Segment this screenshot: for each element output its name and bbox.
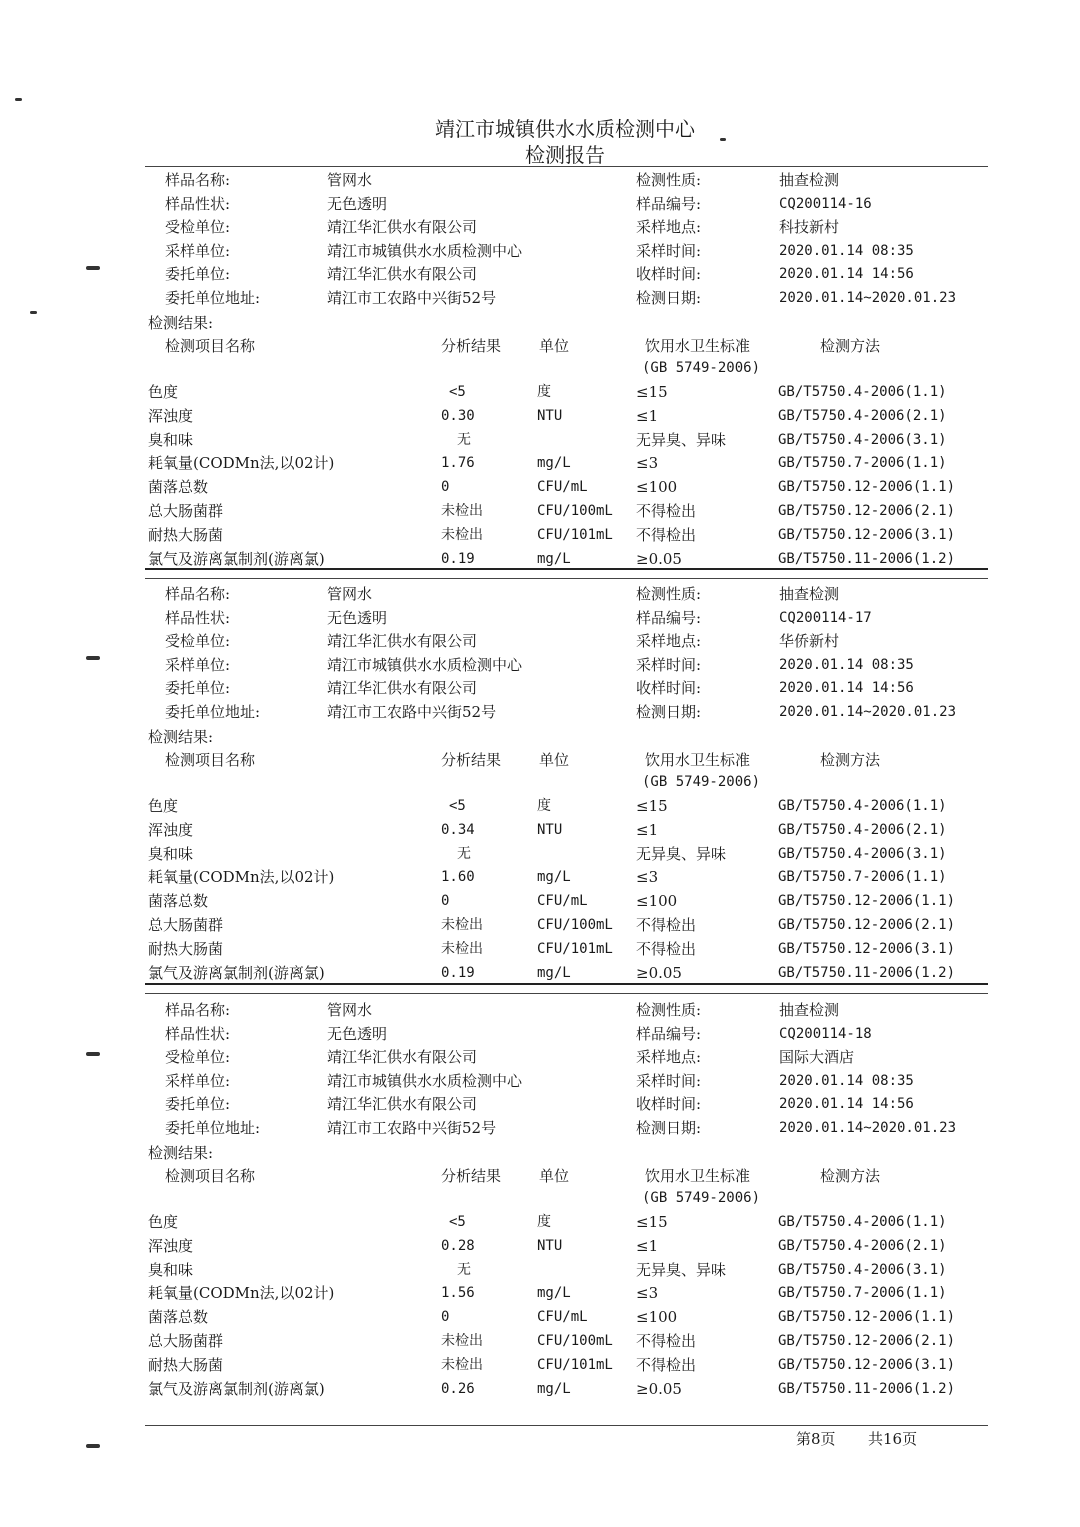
client-address-label: 委托单位地址:	[165, 1118, 261, 1137]
item-standard: ≥0.05	[636, 549, 682, 568]
item-name: 耗氧量(CODMn法,以02计)	[148, 454, 335, 473]
sample-no-label: 样品编号:	[636, 194, 702, 213]
item-name: 耐热大肠菌	[148, 939, 224, 958]
item-name: 总大肠菌群	[148, 1332, 224, 1350]
scan-speck	[86, 1052, 100, 1056]
sampling-site-value: 科技新村	[779, 218, 840, 236]
item-method: GB/T5750.4-2006(3.1)	[778, 845, 947, 862]
col-header-item: 检测项目名称	[165, 337, 256, 355]
item-unit: mg/L	[537, 869, 571, 886]
receiving-time-label: 收样时间:	[636, 1095, 702, 1113]
inspected-unit-value: 靖江华汇供水有限公司	[327, 632, 478, 650]
sampling-unit-value: 靖江市城镇供水水质检测中心	[327, 655, 523, 674]
item-method: GB/T5750.12-2006(2.1)	[778, 1333, 956, 1349]
item-standard: ≤3	[636, 454, 659, 473]
sample-name-label: 样品名称:	[165, 1001, 231, 1019]
item-name: 臭和味	[148, 430, 194, 449]
item-name: 浑浊度	[148, 406, 194, 425]
col-header-method: 检测方法	[820, 337, 881, 355]
item-method: GB/T5750.12-2006(3.1)	[778, 1356, 956, 1373]
item-unit: mg/L	[537, 1380, 571, 1397]
client-address-label: 委托单位地址:	[165, 702, 261, 721]
col-header-method: 检测方法	[820, 1167, 881, 1185]
col-header-standard-code: (GB 5749-2006)	[642, 360, 761, 376]
col-header-result: 分析结果	[441, 1167, 502, 1185]
item-standard: 无异臭、异味	[636, 430, 727, 449]
item-name: 总大肠菌群	[148, 502, 224, 520]
doc-title: 检测报告	[525, 143, 605, 167]
item-method: GB/T5750.7-2006(1.1)	[778, 455, 947, 472]
item-name: 臭和味	[148, 1260, 194, 1279]
item-name: 菌落总数	[148, 1308, 209, 1327]
scan-speck	[86, 1444, 100, 1448]
inspected-unit-label: 受检单位:	[165, 1048, 231, 1066]
top-rule	[145, 166, 988, 167]
item-result: 未检出	[441, 503, 483, 519]
test-date-value: 2020.01.14~2020.01.23	[779, 289, 957, 306]
sampling-site-value: 国际大酒店	[779, 1048, 855, 1066]
block-separator	[145, 983, 988, 985]
client-address-value: 靖江市工农路中兴街52号	[327, 288, 497, 307]
item-unit: 度	[537, 798, 551, 814]
item-name: 耗氧量(CODMn法,以02计)	[148, 868, 335, 887]
item-unit: NTU	[537, 821, 563, 838]
item-method: GB/T5750.7-2006(1.1)	[778, 1285, 947, 1302]
item-standard: ≤100	[636, 1308, 678, 1327]
item-name: 浑浊度	[148, 1236, 194, 1255]
item-method: GB/T5750.12-2006(3.1)	[778, 526, 956, 543]
item-unit: NTU	[537, 1237, 563, 1254]
block-separator	[145, 568, 988, 570]
item-method: GB/T5750.4-2006(1.1)	[778, 384, 947, 400]
results-heading: 检测结果:	[148, 1144, 214, 1162]
item-standard: 不得检出	[636, 1332, 697, 1350]
client-unit-value: 靖江华汇供水有限公司	[327, 1095, 478, 1113]
item-method: GB/T5750.4-2006(2.1)	[778, 407, 947, 424]
org-title: 靖江市城镇供水水质检测中心	[435, 117, 695, 141]
item-unit: CFU/mL	[537, 893, 588, 910]
inspected-unit-value: 靖江华汇供水有限公司	[327, 218, 478, 236]
sample-no-value: CQ200114-18	[779, 1025, 872, 1042]
item-unit: 度	[537, 1214, 551, 1230]
item-unit: mg/L	[537, 455, 571, 472]
sampling-time-label: 采样时间:	[636, 241, 702, 260]
col-header-standard: 饮用水卫生标准	[645, 1167, 751, 1185]
block-separator	[145, 578, 988, 579]
sample-name-label: 样品名称:	[165, 171, 231, 189]
item-result: 0.30	[441, 407, 475, 424]
col-header-item: 检测项目名称	[165, 1167, 256, 1185]
scan-speck	[30, 311, 37, 314]
item-standard: 不得检出	[636, 502, 697, 520]
item-result: 无	[457, 1261, 471, 1278]
col-header-result: 分析结果	[441, 337, 502, 355]
inspected-unit-value: 靖江华汇供水有限公司	[327, 1048, 478, 1066]
sampling-unit-value: 靖江市城镇供水水质检测中心	[327, 1071, 523, 1090]
col-header-standard-code: (GB 5749-2006)	[642, 774, 761, 790]
item-method: GB/T5750.12-2006(2.1)	[778, 917, 956, 933]
item-method: GB/T5750.4-2006(1.1)	[778, 1214, 947, 1230]
page-current: 第8页	[796, 1430, 836, 1448]
sample-no-label: 样品编号:	[636, 1024, 702, 1043]
sample-no-label: 样品编号:	[636, 608, 702, 627]
sampling-time-value: 2020.01.14 08:35	[779, 656, 914, 673]
client-address-value: 靖江市工农路中兴街52号	[327, 1118, 497, 1137]
receiving-time-value: 2020.01.14 14:56	[779, 1096, 914, 1112]
inspected-unit-label: 受检单位:	[165, 632, 231, 650]
inspection-nature-value: 抽查检测	[779, 585, 840, 603]
item-name: 臭和味	[148, 844, 194, 863]
client-address-label: 委托单位地址:	[165, 288, 261, 307]
item-standard: ≤100	[636, 892, 678, 911]
results-heading: 检测结果:	[148, 728, 214, 746]
col-header-standard-code: (GB 5749-2006)	[642, 1190, 761, 1206]
inspection-nature-label: 检测性质:	[636, 1001, 702, 1019]
item-name: 菌落总数	[148, 892, 209, 911]
item-method: GB/T5750.12-2006(1.1)	[778, 893, 956, 910]
item-unit: CFU/mL	[537, 479, 588, 496]
item-method: GB/T5750.4-2006(1.1)	[778, 798, 947, 814]
item-name: 氯气及游离氯制剂(游离氯)	[148, 1379, 325, 1398]
item-standard: ≤3	[636, 868, 659, 887]
item-unit: 度	[537, 384, 551, 400]
test-date-value: 2020.01.14~2020.01.23	[779, 1119, 957, 1136]
sample-name-value: 管网水	[327, 585, 373, 603]
item-result: 未检出	[441, 940, 483, 957]
item-name: 浑浊度	[148, 820, 194, 839]
item-method: GB/T5750.11-2006(1.2)	[778, 1380, 956, 1397]
sampling-time-label: 采样时间:	[636, 655, 702, 674]
item-method: GB/T5750.12-2006(1.1)	[778, 479, 956, 496]
sample-no-value: CQ200114-16	[779, 195, 872, 212]
item-result: 0.26	[441, 1380, 475, 1397]
item-name: 耐热大肠菌	[148, 1355, 224, 1374]
scan-speck	[86, 656, 100, 660]
sample-no-value: CQ200114-17	[779, 609, 872, 626]
sampling-site-value: 华侨新村	[779, 632, 840, 650]
test-date-label: 检测日期:	[636, 288, 702, 307]
client-unit-label: 委托单位:	[165, 679, 231, 697]
client-address-value: 靖江市工农路中兴街52号	[327, 702, 497, 721]
item-method: GB/T5750.12-2006(2.1)	[778, 503, 956, 519]
item-name: 耗氧量(CODMn法,以02计)	[148, 1284, 335, 1303]
item-result: <5	[449, 384, 466, 400]
col-header-method: 检测方法	[820, 751, 881, 769]
client-unit-label: 委托单位:	[165, 265, 231, 283]
inspection-nature-label: 检测性质:	[636, 171, 702, 189]
item-name: 色度	[148, 1213, 179, 1231]
item-method: GB/T5750.11-2006(1.2)	[778, 964, 956, 981]
block-separator	[145, 993, 988, 994]
test-date-label: 检测日期:	[636, 1118, 702, 1137]
item-standard: ≥0.05	[636, 1379, 682, 1398]
item-standard: ≤1	[636, 406, 659, 425]
item-result: 0.19	[441, 550, 475, 567]
item-unit: mg/L	[537, 1285, 571, 1302]
item-name: 总大肠菌群	[148, 916, 224, 934]
col-header-standard: 饮用水卫生标准	[645, 751, 751, 769]
col-header-standard: 饮用水卫生标准	[645, 337, 751, 355]
sample-state-value: 无色透明	[327, 608, 388, 627]
item-result: 未检出	[441, 1333, 483, 1349]
col-header-result: 分析结果	[441, 751, 502, 769]
item-unit: CFU/mL	[537, 1309, 588, 1326]
test-date-value: 2020.01.14~2020.01.23	[779, 703, 957, 720]
scan-speck	[86, 266, 100, 270]
sampling-site-label: 采样地点:	[636, 1048, 702, 1066]
sampling-site-label: 采样地点:	[636, 632, 702, 650]
item-result: <5	[449, 1214, 466, 1230]
item-method: GB/T5750.4-2006(2.1)	[778, 821, 947, 838]
inspection-nature-value: 抽查检测	[779, 1001, 840, 1019]
item-standard: ≥0.05	[636, 963, 682, 982]
item-unit: CFU/101mL	[537, 940, 613, 957]
client-unit-value: 靖江华汇供水有限公司	[327, 679, 478, 697]
item-name: 菌落总数	[148, 478, 209, 497]
item-standard: 不得检出	[636, 1355, 697, 1374]
item-result: 无	[457, 845, 471, 862]
item-result: 0.28	[441, 1237, 475, 1254]
item-standard: ≤1	[636, 820, 659, 839]
item-standard: 无异臭、异味	[636, 1260, 727, 1279]
sample-state-value: 无色透明	[327, 194, 388, 213]
item-method: GB/T5750.12-2006(3.1)	[778, 940, 956, 957]
col-header-item: 检测项目名称	[165, 751, 256, 769]
item-standard: 不得检出	[636, 525, 697, 544]
item-method: GB/T5750.4-2006(3.1)	[778, 1261, 947, 1278]
item-standard: ≤100	[636, 478, 678, 497]
item-result: 1.56	[441, 1285, 475, 1302]
page-total: 共16页	[868, 1430, 918, 1448]
item-unit: mg/L	[537, 550, 571, 567]
item-unit: CFU/100mL	[537, 1333, 613, 1349]
item-method: GB/T5750.4-2006(3.1)	[778, 431, 947, 448]
sample-name-label: 样品名称:	[165, 585, 231, 603]
bottom-rule	[145, 1425, 988, 1426]
item-standard: 不得检出	[636, 916, 697, 934]
item-name: 氯气及游离氯制剂(游离氯)	[148, 549, 325, 568]
item-unit: CFU/101mL	[537, 1356, 613, 1373]
sample-state-label: 样品性状:	[165, 608, 231, 627]
item-method: GB/T5750.12-2006(1.1)	[778, 1309, 956, 1326]
item-result: 1.76	[441, 455, 475, 472]
item-result: 未检出	[441, 917, 483, 933]
sampling-site-label: 采样地点:	[636, 218, 702, 236]
receiving-time-value: 2020.01.14 14:56	[779, 680, 914, 696]
item-unit: NTU	[537, 407, 563, 424]
item-name: 色度	[148, 383, 179, 401]
item-result: 无	[457, 431, 471, 448]
sampling-time-value: 2020.01.14 08:35	[779, 242, 914, 259]
item-result: <5	[449, 798, 466, 814]
item-standard: 无异臭、异味	[636, 844, 727, 863]
sampling-unit-label: 采样单位:	[165, 1071, 231, 1090]
item-standard: 不得检出	[636, 939, 697, 958]
item-method: GB/T5750.7-2006(1.1)	[778, 869, 947, 886]
item-result: 0	[441, 1309, 450, 1326]
item-result: 未检出	[441, 526, 483, 543]
item-method: GB/T5750.11-2006(1.2)	[778, 550, 956, 567]
sample-state-label: 样品性状:	[165, 1024, 231, 1043]
item-standard: ≤1	[636, 1236, 659, 1255]
sampling-unit-value: 靖江市城镇供水水质检测中心	[327, 241, 523, 260]
test-date-label: 检测日期:	[636, 702, 702, 721]
item-standard: ≤15	[636, 797, 668, 815]
col-header-unit: 单位	[539, 337, 570, 355]
item-method: GB/T5750.4-2006(2.1)	[778, 1237, 947, 1254]
item-result: 0	[441, 479, 450, 496]
receiving-time-value: 2020.01.14 14:56	[779, 266, 914, 282]
results-heading: 检测结果:	[148, 314, 214, 332]
sampling-unit-label: 采样单位:	[165, 241, 231, 260]
scan-speck	[15, 98, 22, 101]
sampling-time-value: 2020.01.14 08:35	[779, 1072, 914, 1089]
item-result: 0.34	[441, 821, 475, 838]
client-unit-value: 靖江华汇供水有限公司	[327, 265, 478, 283]
sampling-time-label: 采样时间:	[636, 1071, 702, 1090]
scan-speck	[720, 138, 726, 141]
item-unit: CFU/100mL	[537, 503, 613, 519]
sample-name-value: 管网水	[327, 171, 373, 189]
item-unit: mg/L	[537, 964, 571, 981]
receiving-time-label: 收样时间:	[636, 679, 702, 697]
item-standard: ≤15	[636, 1213, 668, 1231]
item-name: 耐热大肠菌	[148, 525, 224, 544]
item-name: 氯气及游离氯制剂(游离氯)	[148, 963, 325, 982]
item-standard: ≤3	[636, 1284, 659, 1303]
item-name: 色度	[148, 797, 179, 815]
client-unit-label: 委托单位:	[165, 1095, 231, 1113]
col-header-unit: 单位	[539, 1167, 570, 1185]
item-result: 未检出	[441, 1356, 483, 1373]
inspected-unit-label: 受检单位:	[165, 218, 231, 236]
item-unit: CFU/100mL	[537, 917, 613, 933]
inspection-nature-value: 抽查检测	[779, 171, 840, 189]
col-header-unit: 单位	[539, 751, 570, 769]
inspection-nature-label: 检测性质:	[636, 585, 702, 603]
item-unit: CFU/101mL	[537, 526, 613, 543]
sample-state-label: 样品性状:	[165, 194, 231, 213]
receiving-time-label: 收样时间:	[636, 265, 702, 283]
item-standard: ≤15	[636, 383, 668, 401]
sampling-unit-label: 采样单位:	[165, 655, 231, 674]
sample-name-value: 管网水	[327, 1001, 373, 1019]
item-result: 0	[441, 893, 450, 910]
item-result: 1.60	[441, 869, 475, 886]
item-result: 0.19	[441, 964, 475, 981]
sample-state-value: 无色透明	[327, 1024, 388, 1043]
